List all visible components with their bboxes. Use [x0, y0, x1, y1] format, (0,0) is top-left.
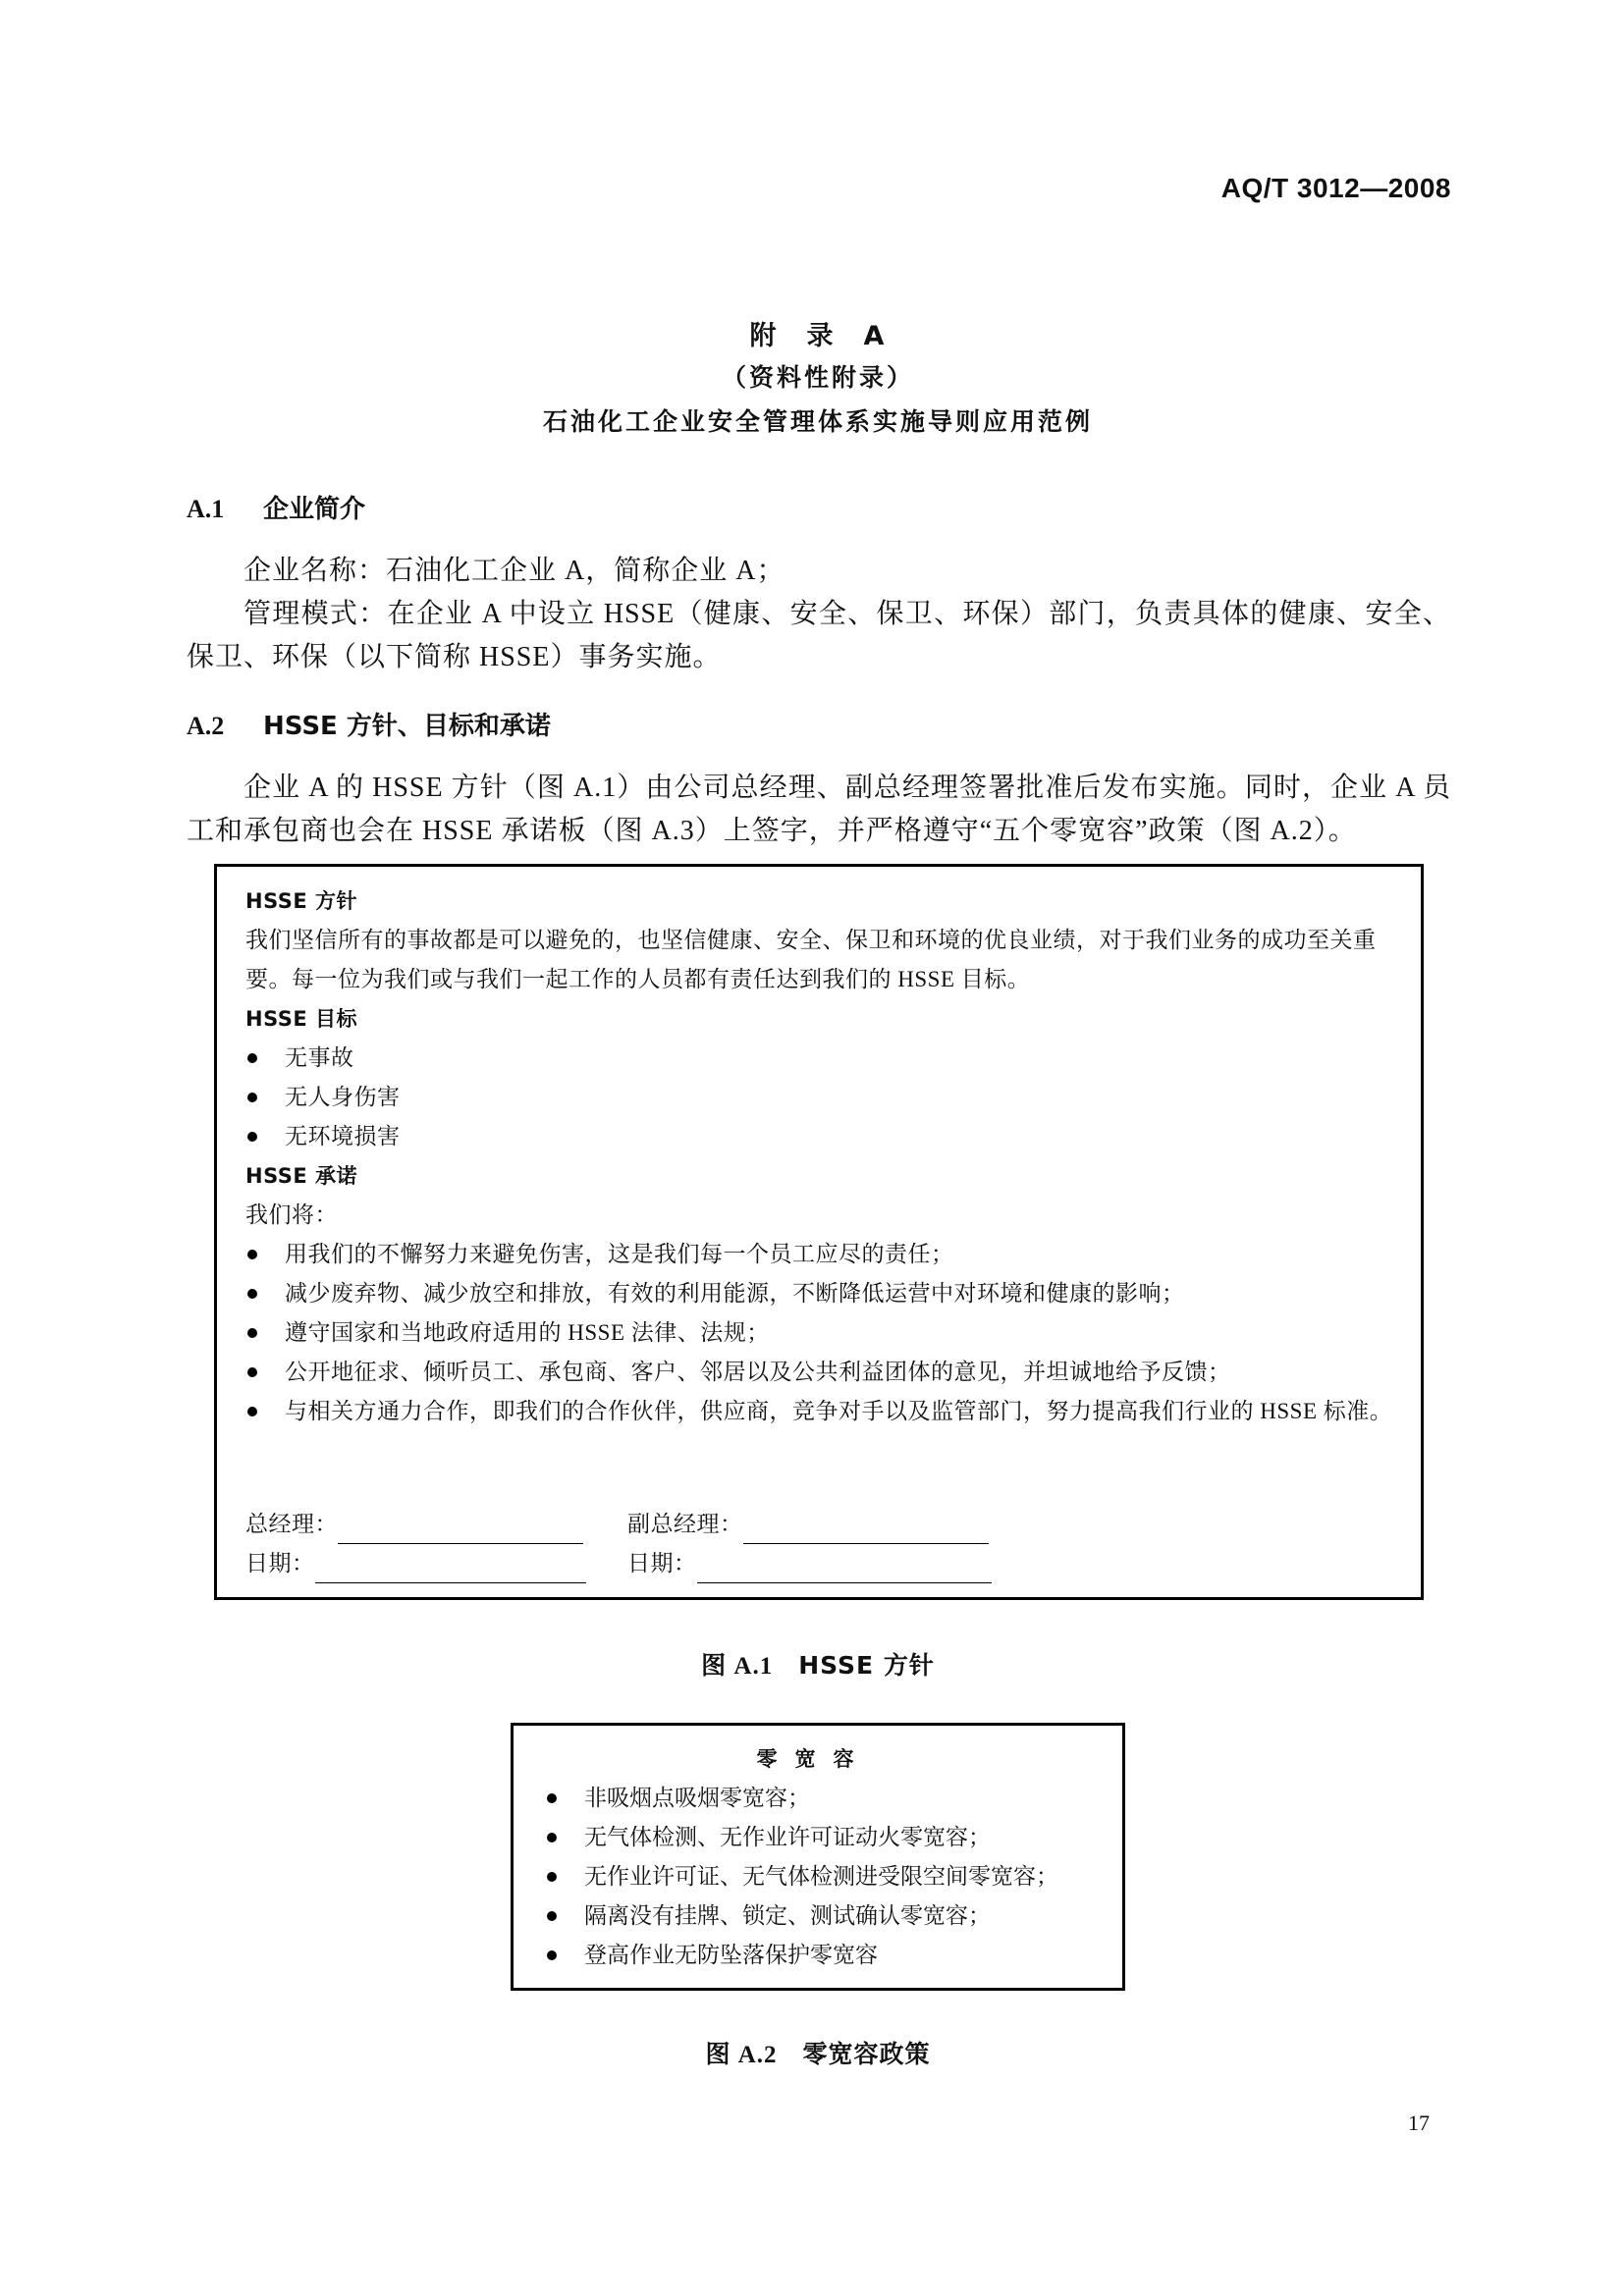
caption-number: 图 A.2 — [705, 2042, 778, 2068]
paragraph: 管理模式：在企业 A 中设立 HSSE（健康、安全、保卫、环保）部门，负责具体的健康、安全、保卫、环保（以下简称 HSSE）事务实施。 — [187, 599, 1451, 672]
date-label: 日期： — [627, 1551, 697, 1575]
zero-tolerance-figure — [511, 1723, 1125, 1991]
signature-gm-label: 总经理： — [245, 1512, 338, 1536]
paragraph: 企业名称：石油化工企业 A，简称企业 A； — [244, 556, 785, 586]
signature-line — [338, 1520, 583, 1544]
section-title: HSSE 方针、目标和承诺 — [263, 712, 551, 741]
figure-a2-caption — [0, 2035, 1624, 2070]
figure-a1-caption — [0, 1646, 1624, 1682]
zero-tolerance-title: 零宽容 — [756, 1747, 872, 1771]
goal-item: 无人身伤害 — [245, 1078, 1393, 1117]
caption-title: 零宽容政策 — [802, 2040, 931, 2068]
signature-deputy-label: 副总经理： — [627, 1512, 743, 1536]
section-heading-a2 — [187, 706, 551, 742]
appendix-subtitle: （资料性附录） — [721, 363, 914, 392]
commitment-item: 公开地征求、倾听员工、承包商、客户、邻居以及公共利益团体的意见，并坦诚地给予反馈； — [245, 1353, 1393, 1392]
date-label: 日期： — [245, 1551, 315, 1575]
date-gm — [245, 1544, 586, 1583]
policy-text: 我们坚信所有的事故都是可以避免的，也坚信健康、安全、保卫和环境的优良业绩，对于我们业务的成功至关重要。每一位为我们或与我们一起工作的人员都有责任达到我们的 HSSE 目标。 — [245, 928, 1377, 991]
appendix-heading: 石油化工企业安全管理体系实施导则应用范例 — [542, 407, 1093, 436]
signature-deputy — [627, 1505, 989, 1544]
caption-number: 图 A.1 — [701, 1653, 774, 1680]
policy-heading: HSSE 方针 — [245, 889, 358, 913]
date-line — [315, 1559, 586, 1583]
goal-item: 无环境损害 — [245, 1117, 1393, 1156]
goals-heading: HSSE 目标 — [245, 1007, 358, 1031]
commitment-item: 用我们的不懈努力来避免伤害，这是我们每一个员工应尽的责任； — [245, 1235, 1393, 1274]
commitment-item: 减少废弃物、减少放空和排放，有效的利用能源，不断降低运营中对环境和健康的影响； — [245, 1274, 1393, 1313]
zero-tolerance-item: 非吸烟点吸烟零宽容； — [545, 1779, 1103, 1818]
date-deputy — [627, 1544, 992, 1583]
caption-title: HSSE 方针 — [798, 1651, 935, 1680]
zero-tolerance-item: 隔离没有挂牌、锁定、测试确认零宽容； — [545, 1896, 1103, 1936]
paragraph: 企业 A 的 HSSE 方针（图 A.1）由公司总经理、副总经理签署批准后发布实施。同时，企业 A 员工和承包商也会在 HSSE 承诺板（图 A.3）上签字，并严格遵守“五个零宽容”政策（图 A.2）。 — [187, 773, 1451, 846]
section-title: 企业简介 — [263, 495, 366, 524]
section-number: A.1 — [187, 495, 225, 523]
commitment-item: 与相关方通力合作，即我们的合作伙伴，供应商，竞争对手以及监管部门，努力提高我们行业的 HSSE 标准。 — [245, 1392, 1393, 1431]
commitment-intro: 我们将： — [245, 1202, 338, 1227]
section-number: A.2 — [187, 712, 225, 740]
date-line — [697, 1559, 992, 1583]
appendix-title: 附 录 A — [749, 321, 887, 351]
signature-gm — [245, 1505, 583, 1544]
section-heading-a1 — [187, 489, 365, 525]
hsse-policy-figure — [214, 864, 1424, 1600]
page-number: 17 — [1408, 2110, 1430, 2135]
zero-tolerance-item: 登高作业无防坠落保护零宽容 — [545, 1936, 1103, 1975]
zero-tolerance-item: 无作业许可证、无气体检测进受限空间零宽容； — [545, 1857, 1103, 1896]
commitment-heading: HSSE 承诺 — [245, 1164, 358, 1188]
goal-item: 无事故 — [245, 1039, 1393, 1078]
zero-tolerance-item: 无气体检测、无作业许可证动火零宽容； — [545, 1818, 1103, 1857]
commitment-item: 遵守国家和当地政府适用的 HSSE 法律、法规； — [245, 1313, 1393, 1353]
standard-code: AQ/T 3012—2008 — [1220, 173, 1451, 203]
signature-line — [743, 1520, 989, 1544]
